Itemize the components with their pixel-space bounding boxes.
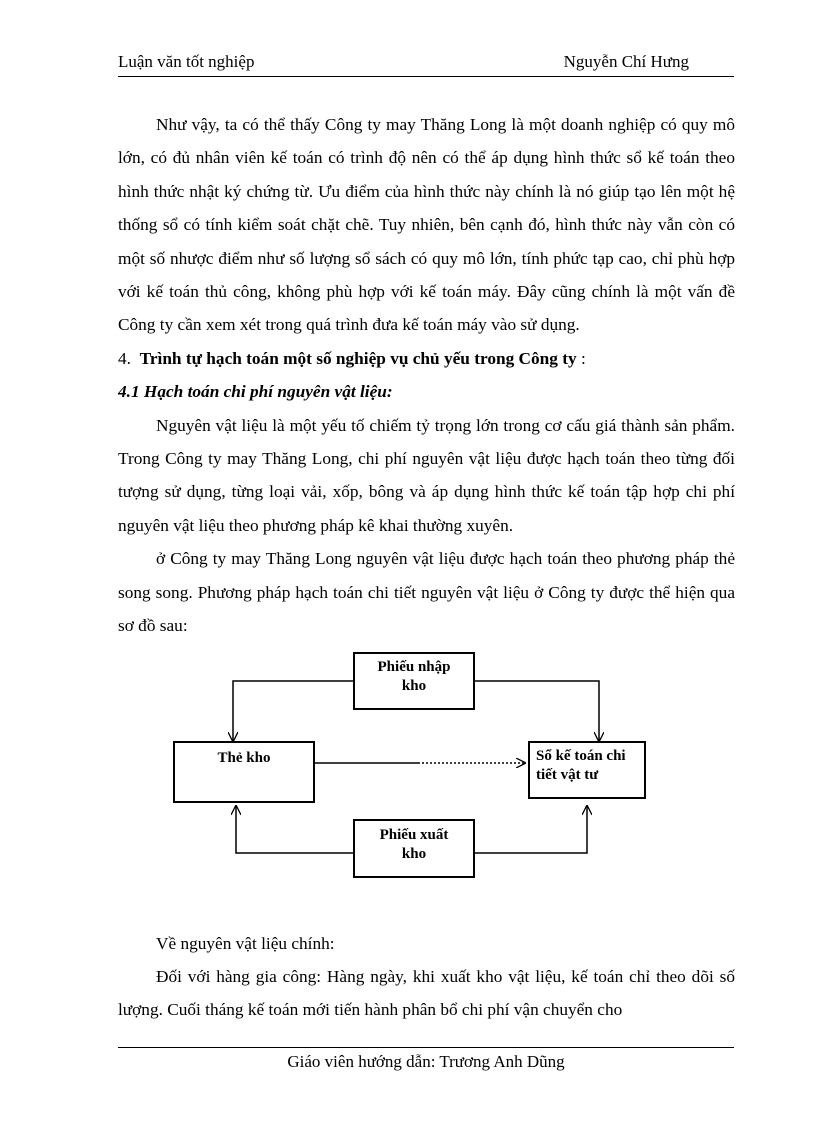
section-number: 4. — [118, 348, 131, 368]
arrow-receipt-to-ledger — [475, 681, 599, 741]
stock-card-label: Thẻ kho — [217, 749, 271, 766]
receipt-line1: Phiếu nhập — [377, 658, 451, 675]
ledger-line2: tiết vật tư — [536, 766, 599, 783]
header-thesis-label: Luận văn tốt nghiệp — [118, 52, 255, 71]
box-ledger — [528, 741, 646, 799]
footer-divider — [118, 1047, 734, 1048]
box-receipt-note — [353, 652, 475, 710]
paragraph-conclusion: Như vậy, ta có thể thấy Công ty may Thăng Long là một doanh nghiệp có quy mô lớn, có đủ nhân viên kế toán có trình độ nên có thể áp dụng hình thức sổ kế toán theo hình thức nhật ký chứng từ. Ưu điểm của hình thức này chính là nó giúp tạo lên một hệ thống sổ có tính kiểm soát chặt chẽ. Tuy nhiên, bên cạnh đó, hình thức này vẫn còn có một số nhược điểm như số lượng sổ sách có quy mô lớn, tính phức tạp cao, chỉ phù hợp với kế toán thủ công, không phù hợp với kế toán máy. Đây cũng chính là một vấn đề Công ty cần xem xét trong quá trình đưa kế toán máy vào sử dụng. — [118, 115, 735, 335]
issue-line1: Phiếu xuất — [379, 826, 449, 843]
subsection-heading: 4.1 Hạch toán chi phí nguyên vật liệu: — [118, 382, 393, 402]
issue-line2: kho — [401, 845, 427, 862]
section-heading — [118, 342, 735, 375]
box-stock-card — [173, 741, 315, 803]
document-body — [118, 108, 735, 1027]
arrow-issue-to-ledger — [475, 806, 587, 853]
box-issue-note — [353, 819, 475, 878]
page-header — [118, 50, 734, 77]
arrow-issue-to-stockcard — [236, 806, 353, 853]
paragraph-processing: Đối với hàng gia công: Hàng ngày, khi xuất kho vật liệu, kế toán chỉ theo dõi số lượng. Cuối tháng kế toán mới tiến hành phân bổ chi phí vận chuyển cho — [118, 966, 735, 1020]
paragraph-method: ở Công ty may Thăng Long nguyên vật liệu được hạch toán theo phương pháp thẻ song song. Phương pháp hạch toán chi tiết nguyên vật liệu ở Công ty được thể hiện qua sơ đồ sau: — [118, 549, 735, 636]
paragraph-main-material: Về nguyên vật liệu chính: — [156, 933, 335, 953]
footer-supervisor: Giáo viên hướng dẫn: Trương Anh Dũng — [287, 1052, 565, 1071]
receipt-line2: kho — [401, 677, 427, 694]
paragraph-material-cost: Nguyên vật liệu là một yếu tố chiếm tỷ trọng lớn trong cơ cấu giá thành sản phẩm. Trong Công ty may Thăng Long, chi phí nguyên vật liệu được hạch toán theo từng đối tượng sử dụng, từng loại vải, xốp, bông và áp dụng hình thức kế toán tập hợp chi phí nguyên vật liệu theo phương pháp kê khai thường xuyên. — [118, 415, 735, 535]
ledger-line1: Sổ kế toán chi — [536, 747, 626, 764]
arrow-receipt-to-stockcard — [233, 681, 353, 741]
section-title: Trình tự hạch toán một số nghiệp vụ chủ yếu trong Công ty — [139, 348, 577, 368]
section-suffix: : — [576, 348, 586, 368]
header-author: Nguyễn Chí Hưng — [563, 52, 689, 71]
flow-diagram — [118, 643, 735, 927]
